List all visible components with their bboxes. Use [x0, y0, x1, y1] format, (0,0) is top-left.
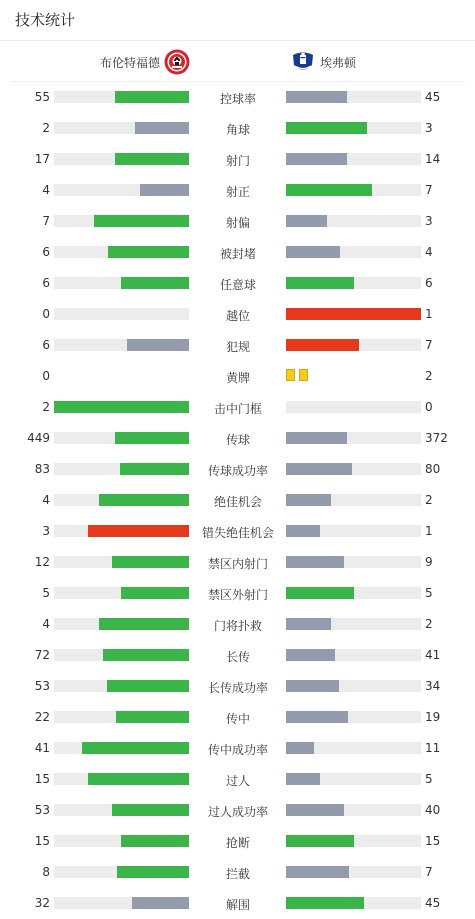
stat-row	[0, 298, 475, 329]
stat-label: 过人成功率	[207, 805, 268, 819]
home-bar-fill	[112, 804, 189, 816]
away-value: 7	[425, 338, 433, 352]
home-value: 6	[42, 338, 50, 352]
away-value: 19	[425, 710, 441, 724]
home-bar-track	[54, 711, 189, 723]
away-bar-fill	[286, 184, 372, 196]
stat-row	[0, 484, 475, 515]
away-value: 34	[425, 679, 441, 693]
yellow-card-icon	[286, 369, 295, 381]
stat-label: 门将扑救	[213, 619, 262, 633]
away-value: 2	[425, 617, 433, 631]
away-bar-fill	[286, 680, 339, 692]
stat-row	[0, 81, 475, 112]
away-bar-fill	[286, 91, 347, 103]
home-bar-track	[54, 835, 189, 847]
home-bar-fill	[112, 556, 189, 568]
away-bar-track	[286, 680, 421, 692]
home-value: 12	[34, 555, 50, 569]
stat-label: 长传	[225, 650, 250, 664]
stat-row	[0, 794, 475, 825]
away-value: 80	[425, 462, 441, 476]
away-value: 3	[425, 214, 433, 228]
stat-row	[0, 236, 475, 267]
stat-row	[0, 174, 475, 205]
home-bar-track	[54, 153, 189, 165]
stat-label: 射门	[225, 154, 250, 168]
away-value: 1	[425, 307, 433, 321]
stat-label: 传球	[225, 433, 250, 447]
away-bar-track	[286, 804, 421, 816]
home-bar-track	[54, 556, 189, 568]
away-bar-fill	[286, 866, 349, 878]
home-bar-track	[54, 494, 189, 506]
away-bar-fill	[286, 618, 331, 630]
home-value: 53	[34, 679, 50, 693]
away-team-name: 埃弗顿	[320, 55, 357, 70]
away-bar-fill	[286, 773, 320, 785]
stat-row	[0, 391, 475, 422]
home-value: 6	[42, 276, 50, 290]
away-bar-fill	[286, 246, 340, 258]
away-bar-fill	[286, 494, 331, 506]
home-value: 15	[34, 834, 50, 848]
home-value: 41	[34, 741, 50, 755]
home-bar-fill	[99, 618, 189, 630]
home-value: 449	[27, 431, 50, 445]
stat-row	[0, 546, 475, 577]
home-value: 0	[42, 369, 50, 383]
home-bar-track	[54, 463, 189, 475]
away-bar-track	[286, 122, 421, 134]
away-bar-fill	[286, 153, 347, 165]
stat-label: 控球率	[219, 92, 256, 106]
away-bar-track	[286, 277, 421, 289]
home-bar-fill	[121, 835, 189, 847]
away-bar-fill	[286, 432, 347, 444]
away-bar-fill	[286, 556, 344, 568]
away-bar-track	[286, 339, 421, 351]
home-value: 53	[34, 803, 50, 817]
home-bar-track	[54, 525, 189, 537]
home-bar-track	[54, 804, 189, 816]
away-bar-track	[286, 494, 421, 506]
home-value: 4	[42, 617, 50, 631]
stat-row	[0, 267, 475, 298]
away-bar-track	[286, 91, 421, 103]
stat-row	[0, 205, 475, 236]
home-value: 15	[34, 772, 50, 786]
home-team[interactable]	[0, 49, 190, 75]
stat-row	[0, 825, 475, 856]
away-value: 7	[425, 183, 433, 197]
stat-label: 犯规	[225, 340, 250, 354]
home-bar-fill	[103, 649, 189, 661]
home-bar-fill	[82, 742, 189, 754]
home-team-name: 布伦特福德	[99, 55, 160, 70]
home-bar-fill	[116, 711, 189, 723]
home-bar-fill	[115, 153, 189, 165]
away-bar-track	[286, 308, 421, 320]
home-bar-track	[54, 91, 189, 103]
away-value: 4	[425, 245, 433, 259]
home-value: 22	[34, 710, 50, 724]
stat-label: 解围	[225, 898, 250, 912]
home-bar-fill	[117, 866, 189, 878]
away-bar-track	[286, 556, 421, 568]
away-bar-track	[286, 153, 421, 165]
away-bar-fill	[286, 339, 359, 351]
brentford-crest-icon	[164, 49, 190, 75]
away-bar-track	[286, 246, 421, 258]
away-bar-fill	[286, 587, 354, 599]
away-bar-fill	[286, 742, 314, 754]
yellow-card-icon	[299, 369, 308, 381]
home-bar-track	[54, 897, 189, 909]
away-bar-track	[286, 587, 421, 599]
stat-label: 黄牌	[225, 371, 250, 385]
away-value: 2	[425, 493, 433, 507]
home-bar-track	[54, 773, 189, 785]
stat-label: 角球	[225, 123, 250, 137]
home-value: 5	[42, 586, 50, 600]
stat-row	[0, 856, 475, 887]
away-bar-fill	[286, 711, 348, 723]
home-bar-track	[54, 742, 189, 754]
home-value: 4	[42, 183, 50, 197]
away-value: 9	[425, 555, 433, 569]
away-value: 40	[425, 803, 441, 817]
home-value: 8	[42, 865, 50, 879]
stat-row	[0, 639, 475, 670]
home-bar-track	[54, 618, 189, 630]
home-bar-fill	[115, 91, 189, 103]
home-bar-track	[54, 866, 189, 878]
away-value: 15	[425, 834, 441, 848]
stat-row	[0, 453, 475, 484]
away-bar-track	[286, 525, 421, 537]
away-bar-track	[286, 773, 421, 785]
home-bar-fill	[107, 680, 189, 692]
stat-row	[0, 763, 475, 794]
home-bar-fill	[140, 184, 189, 196]
home-value: 6	[42, 245, 50, 259]
stat-row	[0, 329, 475, 360]
away-bar-fill	[286, 463, 352, 475]
away-team[interactable]	[290, 49, 470, 75]
stat-label: 长传成功率	[207, 681, 268, 695]
stat-label: 禁区外射门	[207, 588, 268, 602]
stat-label: 传中	[225, 712, 250, 726]
stat-label: 任意球	[219, 278, 256, 292]
away-value: 372	[425, 431, 448, 445]
home-bar-track	[54, 308, 189, 320]
home-bar-fill	[115, 432, 189, 444]
home-value: 0	[42, 307, 50, 321]
home-bar-track	[54, 401, 189, 413]
away-bar-track	[286, 742, 421, 754]
home-bar-track	[54, 339, 189, 351]
stat-row	[0, 143, 475, 174]
home-value: 55	[34, 90, 50, 104]
away-bar-track	[286, 649, 421, 661]
home-bar-track	[54, 184, 189, 196]
away-bar-track	[286, 401, 421, 413]
away-value: 3	[425, 121, 433, 135]
away-bar-fill	[286, 122, 367, 134]
stat-row	[0, 112, 475, 143]
home-value: 83	[34, 462, 50, 476]
home-value: 17	[34, 152, 50, 166]
home-bar-fill	[127, 339, 189, 351]
home-bar-fill	[88, 525, 189, 537]
stat-row	[0, 887, 475, 918]
away-bar-fill	[286, 649, 335, 661]
home-bar-fill	[121, 277, 189, 289]
home-bar-fill	[132, 897, 189, 909]
away-bar-track	[286, 184, 421, 196]
away-bar-track	[286, 897, 421, 909]
home-bar-track	[54, 587, 189, 599]
away-bar-fill	[286, 277, 354, 289]
home-bar-fill	[135, 122, 189, 134]
home-bar-fill	[94, 215, 189, 227]
stat-row	[0, 670, 475, 701]
stat-label: 禁区内射门	[207, 557, 268, 571]
away-bar-track	[286, 432, 421, 444]
stat-label: 射偏	[225, 216, 250, 230]
home-bar-fill	[54, 401, 189, 413]
stat-row	[0, 608, 475, 639]
home-value: 32	[34, 896, 50, 910]
header-divider	[0, 40, 475, 41]
stats-list	[0, 81, 475, 918]
away-value: 0	[425, 400, 433, 414]
home-bar-track	[54, 432, 189, 444]
stat-label: 击中门框	[213, 402, 262, 416]
away-value: 45	[425, 896, 441, 910]
home-value: 3	[42, 524, 50, 538]
home-bar-track	[54, 277, 189, 289]
stat-row	[0, 422, 475, 453]
home-bar-track	[54, 680, 189, 692]
away-bar-fill	[286, 308, 421, 320]
home-value: 2	[42, 121, 50, 135]
away-value: 5	[425, 772, 433, 786]
away-bar-track	[286, 835, 421, 847]
stat-label: 越位	[225, 309, 250, 323]
home-bar-track	[54, 246, 189, 258]
home-bar-fill	[99, 494, 189, 506]
home-value: 7	[42, 214, 50, 228]
away-value: 6	[425, 276, 433, 290]
away-bar-fill	[286, 897, 364, 909]
stat-label: 射正	[225, 185, 250, 199]
home-bar-fill	[88, 773, 189, 785]
home-bar-fill	[120, 463, 189, 475]
stat-label: 传球成功率	[207, 464, 268, 478]
away-bar-fill	[286, 215, 327, 227]
away-bar-track	[286, 711, 421, 723]
away-bar-fill	[286, 835, 354, 847]
stat-label: 绝佳机会	[213, 495, 262, 509]
away-value: 2	[425, 369, 433, 383]
away-value: 11	[425, 741, 441, 755]
away-value: 5	[425, 586, 433, 600]
home-value: 4	[42, 493, 50, 507]
page-title: 技术统计	[15, 11, 76, 29]
stat-row	[0, 732, 475, 763]
away-value: 1	[425, 524, 433, 538]
stat-label: 过人	[225, 774, 250, 788]
away-yellow-cards	[286, 369, 308, 381]
stat-row	[0, 577, 475, 608]
everton-crest-icon	[290, 49, 316, 75]
home-bar-track	[54, 649, 189, 661]
stat-label: 被封堵	[219, 247, 256, 261]
stat-label: 传中成功率	[207, 743, 268, 757]
away-bar-fill	[286, 804, 344, 816]
away-bar-track	[286, 618, 421, 630]
away-value: 41	[425, 648, 441, 662]
stat-row	[0, 360, 475, 391]
home-bar-fill	[108, 246, 189, 258]
home-bar-fill	[121, 587, 189, 599]
away-bar-track	[286, 215, 421, 227]
away-bar-track	[286, 866, 421, 878]
home-value: 2	[42, 400, 50, 414]
stat-row	[0, 515, 475, 546]
stat-label: 错失绝佳机会	[201, 526, 274, 540]
away-value: 45	[425, 90, 441, 104]
stat-label: 拦截	[225, 867, 250, 881]
away-bar-track	[286, 463, 421, 475]
home-bar-track	[54, 122, 189, 134]
away-value: 14	[425, 152, 441, 166]
home-value: 72	[34, 648, 50, 662]
stat-row	[0, 701, 475, 732]
stat-label: 抢断	[225, 836, 250, 850]
away-bar-fill	[286, 525, 320, 537]
home-bar-track	[54, 215, 189, 227]
away-value: 7	[425, 865, 433, 879]
